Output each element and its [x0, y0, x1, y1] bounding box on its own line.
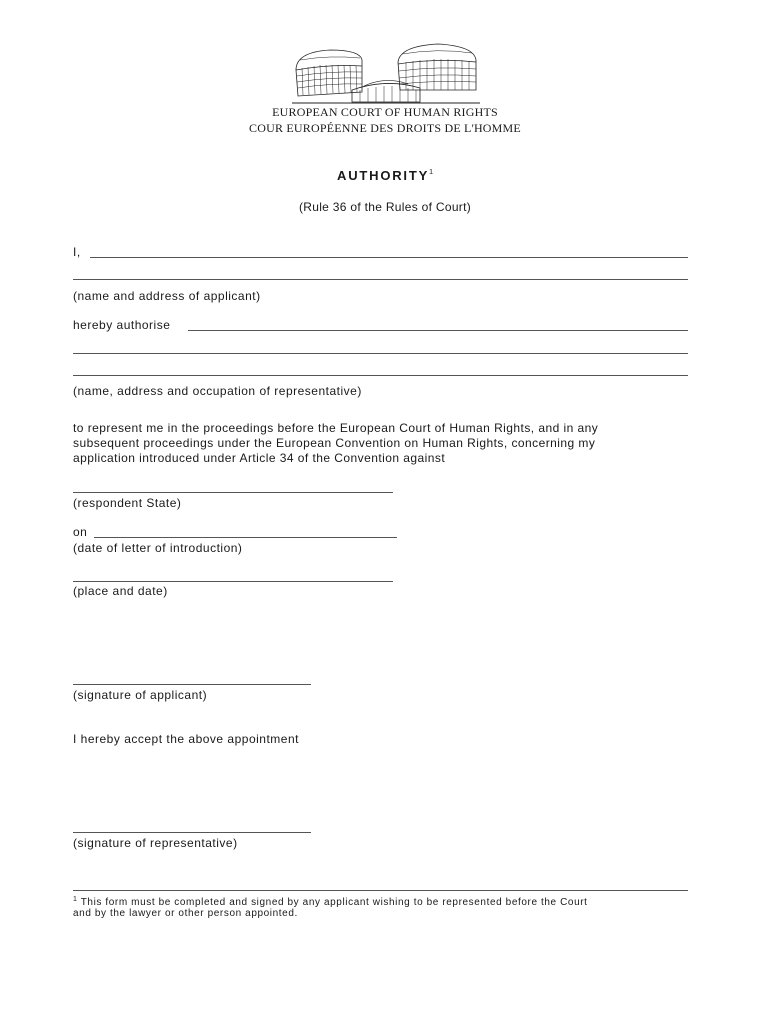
court-name-french: COUR EUROPÉENNE DES DROITS DE L'HOMME	[249, 121, 521, 133]
applicant-name-line[interactable]	[90, 257, 688, 258]
applicant-signature-line[interactable]	[73, 684, 311, 685]
representative-caption: (name, address and occupation of representative)	[73, 384, 362, 398]
footnote-separator	[73, 890, 688, 891]
applicant-address-line[interactable]	[73, 279, 688, 280]
authorise-prefix: hereby authorise	[73, 318, 171, 332]
respondent-caption: (respondent State)	[73, 496, 182, 510]
form-title	[0, 168, 770, 183]
date-letter-line[interactable]	[94, 537, 397, 538]
footnote-ref: 1	[73, 896, 78, 903]
form-subtitle: (Rule 36 of the Rules of Court)	[298, 200, 472, 214]
court-building-logo	[290, 40, 482, 106]
date-letter-caption: (date of letter of introduction)	[73, 541, 243, 555]
applicant-signature-caption: (signature of applicant)	[73, 688, 208, 702]
accept-appointment-text: I hereby accept the above appointment	[73, 732, 299, 746]
respondent-state-line[interactable]	[73, 492, 393, 493]
court-name-english: EUROPEAN COURT OF HUMAN RIGHTS	[272, 105, 498, 119]
place-date-caption: (place and date)	[73, 584, 168, 598]
applicant-prefix: I,	[73, 245, 81, 259]
place-date-line[interactable]	[73, 581, 393, 582]
form-title-text: AUTHORITY	[337, 168, 430, 183]
paragraph-line-1: to represent me in the proceedings before the European Court of Human Rights, and in any	[73, 421, 599, 435]
paragraph-line-3: application introduced under Article 34 of the Convention against	[73, 451, 446, 465]
paragraph-line-2: subsequent proceedings under the European Convention on Human Rights, concerning my	[73, 436, 596, 450]
representative-line-2[interactable]	[73, 353, 688, 354]
date-letter-prefix: on	[73, 525, 88, 539]
applicant-caption: (name and address of applicant)	[73, 289, 261, 303]
representative-signature-line[interactable]	[73, 832, 311, 833]
representative-line-1[interactable]	[188, 330, 688, 331]
footnote-marker: 1	[429, 169, 433, 176]
footnote-line-2: and by the lawyer or other person appointed.	[73, 908, 298, 919]
representative-signature-caption: (signature of representative)	[73, 836, 238, 850]
representative-line-3[interactable]	[73, 375, 688, 376]
authority-paragraph	[73, 421, 703, 466]
footnote-text-1: This form must be completed and signed by any applicant wishing to be represented before the Court	[80, 897, 588, 908]
